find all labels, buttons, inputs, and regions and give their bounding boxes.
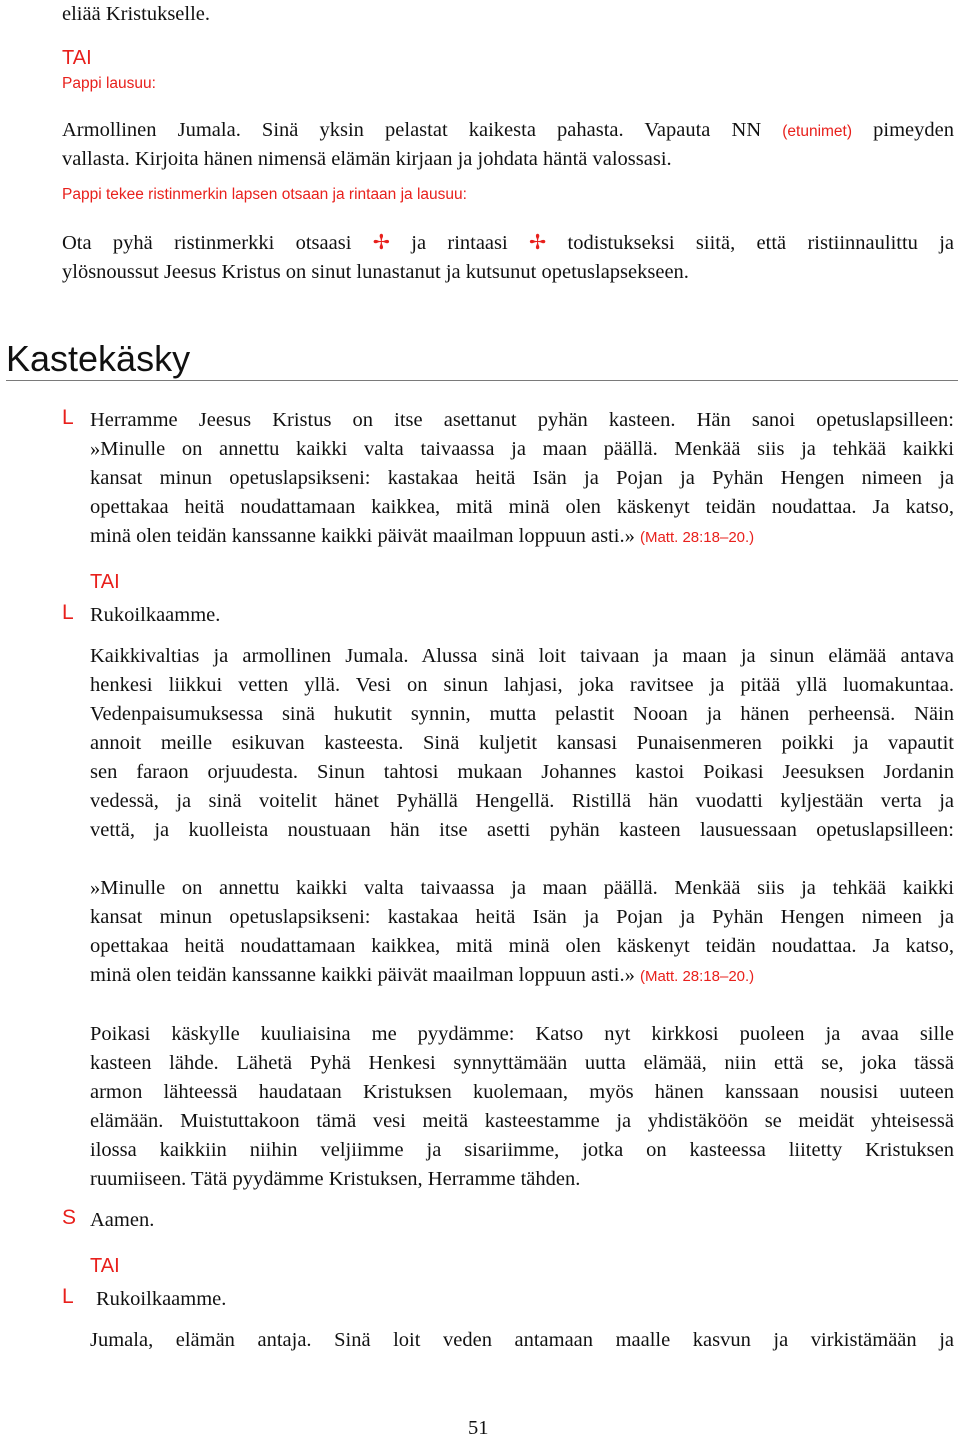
prayer-line: Vedenpaisumuksessa sinä hukutit synnin, mutta pelastit Nooan ja hänen perheensä. Näin: [90, 703, 954, 725]
scripture-reference: (Matt. 28:18–20.): [639, 968, 755, 985]
prayer-line-2: vallasta. Kirjoita hänen nimensä elämän kirjaan ja johdata häntä valossasi.: [62, 148, 672, 170]
call-to-prayer: Rukoilkaamme.: [96, 1288, 227, 1310]
response-amen: Aamen.: [90, 1209, 155, 1231]
prayer-line: sen faraon orjuudesta. Sinun tahtosi mukaan Johannes kastoi Poikasi Jeesuksen Jordanin: [90, 761, 954, 783]
cross-icon: ✢: [529, 232, 547, 254]
tai-label: TAI: [90, 571, 120, 593]
command-line: kansat minun opetuslapsikseni: kastakaa heitä Isän ja Pojan ja Pyhän Hengen nimeen ja: [90, 467, 954, 489]
text: Ota pyhä ristinmerkki otsaasi: [62, 232, 352, 254]
prayer-line: armon lähteessä haudataan Kristuksen kuolemaan, myös hänen kanssaan nousisi uuteen: [90, 1081, 954, 1103]
continuation-line: eliää Kristukselle.: [62, 3, 211, 25]
leader-marker: L: [62, 1285, 74, 1308]
cross-icon: ✢: [372, 232, 390, 254]
scripture-line: kansat minun opetuslapsikseni: kastakaa heitä Isän ja Pojan ja Pyhän Hengen nimeen ja: [90, 906, 954, 928]
scripture-reference: (Matt. 28:18–20.): [639, 529, 755, 546]
command-line-last: [90, 522, 754, 552]
prayer-text: pimeyden: [852, 119, 954, 141]
command-line: »Minulle on annettu kaikki valta taivaassa ja maan päällä. Menkää siis ja tehkää kaikki: [90, 438, 954, 460]
rubric-priest-says: Pappi lausuu:: [62, 75, 156, 92]
text: ja rintaasi: [411, 232, 508, 254]
prayer-line: Kaikkivaltias ja armollinen Jumala. Alussa sinä loit taivaan ja maan ja sinun elämää antava: [90, 645, 954, 667]
prayer-line: elämään. Muistuttakoon tämä vesi meitä kasteestamme ja yhdistäköön se meidät yhteisessä: [90, 1110, 954, 1132]
scripture-line-last: [90, 961, 754, 991]
heading-rule: [6, 380, 958, 381]
cross-sign-line-1: [62, 229, 954, 258]
tai-label: TAI: [62, 47, 92, 69]
scripture-line: opettakaa heitä noudattamaan kaikkea, mitä minä olen käskenyt teidän noudattaa. Ja katso,: [90, 935, 954, 957]
command-line: opettakaa heitä noudattamaan kaikkea, mitä minä olen käskenyt teidän noudattaa. Ja katso,: [90, 496, 954, 518]
prayer-line-1: [62, 116, 954, 146]
tai-label: TAI: [90, 1255, 120, 1277]
scripture-text: minä olen teidän kanssanne kaikki päivät maailman loppuun asti.»: [90, 964, 635, 986]
prayer-line: henkesi liikkui vetten yllä. Vesi on sinun lahjasi, joka ravitsee ja pitää yllä luomakuntaa.: [90, 674, 954, 696]
leader-marker: L: [62, 406, 74, 429]
scripture-line: »Minulle on annettu kaikki valta taivaassa ja maan päällä. Menkää siis ja tehkää kaikki: [90, 877, 954, 899]
prayer-line: kasteen lähde. Lähetä Pyhä Henkesi synnyttämään uutta elämää, niin että se, joka tässä: [90, 1052, 954, 1074]
leader-marker: L: [62, 601, 74, 624]
text: todistukseksi siitä, että ristiinnaulittu ja: [567, 232, 955, 254]
call-to-prayer: Rukoilkaamme.: [90, 604, 221, 626]
command-line: Herramme Jeesus Kristus on itse asettanut pyhän kasteen. Hän sanoi opetuslapsilleen:: [90, 409, 954, 431]
prayer-line: annoit meille esikuvan kasteesta. Sinä kuljetit kansasi Punaisenmeren poikki ja vapautit: [90, 732, 954, 754]
prayer-line: Poikasi käskylle kuuliaisina me pyydämme: Katso nyt kirkkosi puoleen ja avaa sille: [90, 1023, 954, 1045]
page-number: 51: [468, 1417, 489, 1439]
prayer-line: vettä, ja kuolleista noustuaan hän itse asetti pyhän kasteen lausuessaan opetuslapsilleen:: [90, 819, 954, 841]
prayer-text: Armollinen Jumala. Sinä yksin pelastat kaikesta pahasta. Vapauta NN: [62, 119, 783, 141]
prayer-line: ilossa kaikkiin niihin veljiimme ja sisariimme, jotka on kasteessa liitetty Kristuksen: [90, 1139, 954, 1161]
section-heading: Kastekäsky: [6, 338, 191, 379]
command-text: minä olen teidän kanssanne kaikki päivät maailman loppuun asti.»: [90, 525, 635, 547]
prayer-line: vedessä, ja sinä voitelit hänet Pyhällä Hengellä. Ristillä hän vuodatti kyljestään verta ja: [90, 790, 954, 812]
prayer-line: Jumala, elämän antaja. Sinä loit veden antamaan maalle kasvun ja virkistämään ja: [90, 1329, 954, 1351]
congregation-marker: S: [62, 1206, 77, 1229]
prayer-line-last: ruumiiseen. Tätä pyydämme Kristuksen, Herramme tähden.: [90, 1168, 581, 1190]
rubric-cross-sign: Pappi tekee ristinmerkin lapsen otsaan ja rintaan ja lausuu:: [62, 186, 467, 203]
rubric-first-names: (etunimet): [782, 123, 853, 140]
cross-sign-line-2: ylösnoussut Jeesus Kristus on sinut lunastanut ja kutsunut opetuslapsekseen.: [62, 261, 689, 283]
